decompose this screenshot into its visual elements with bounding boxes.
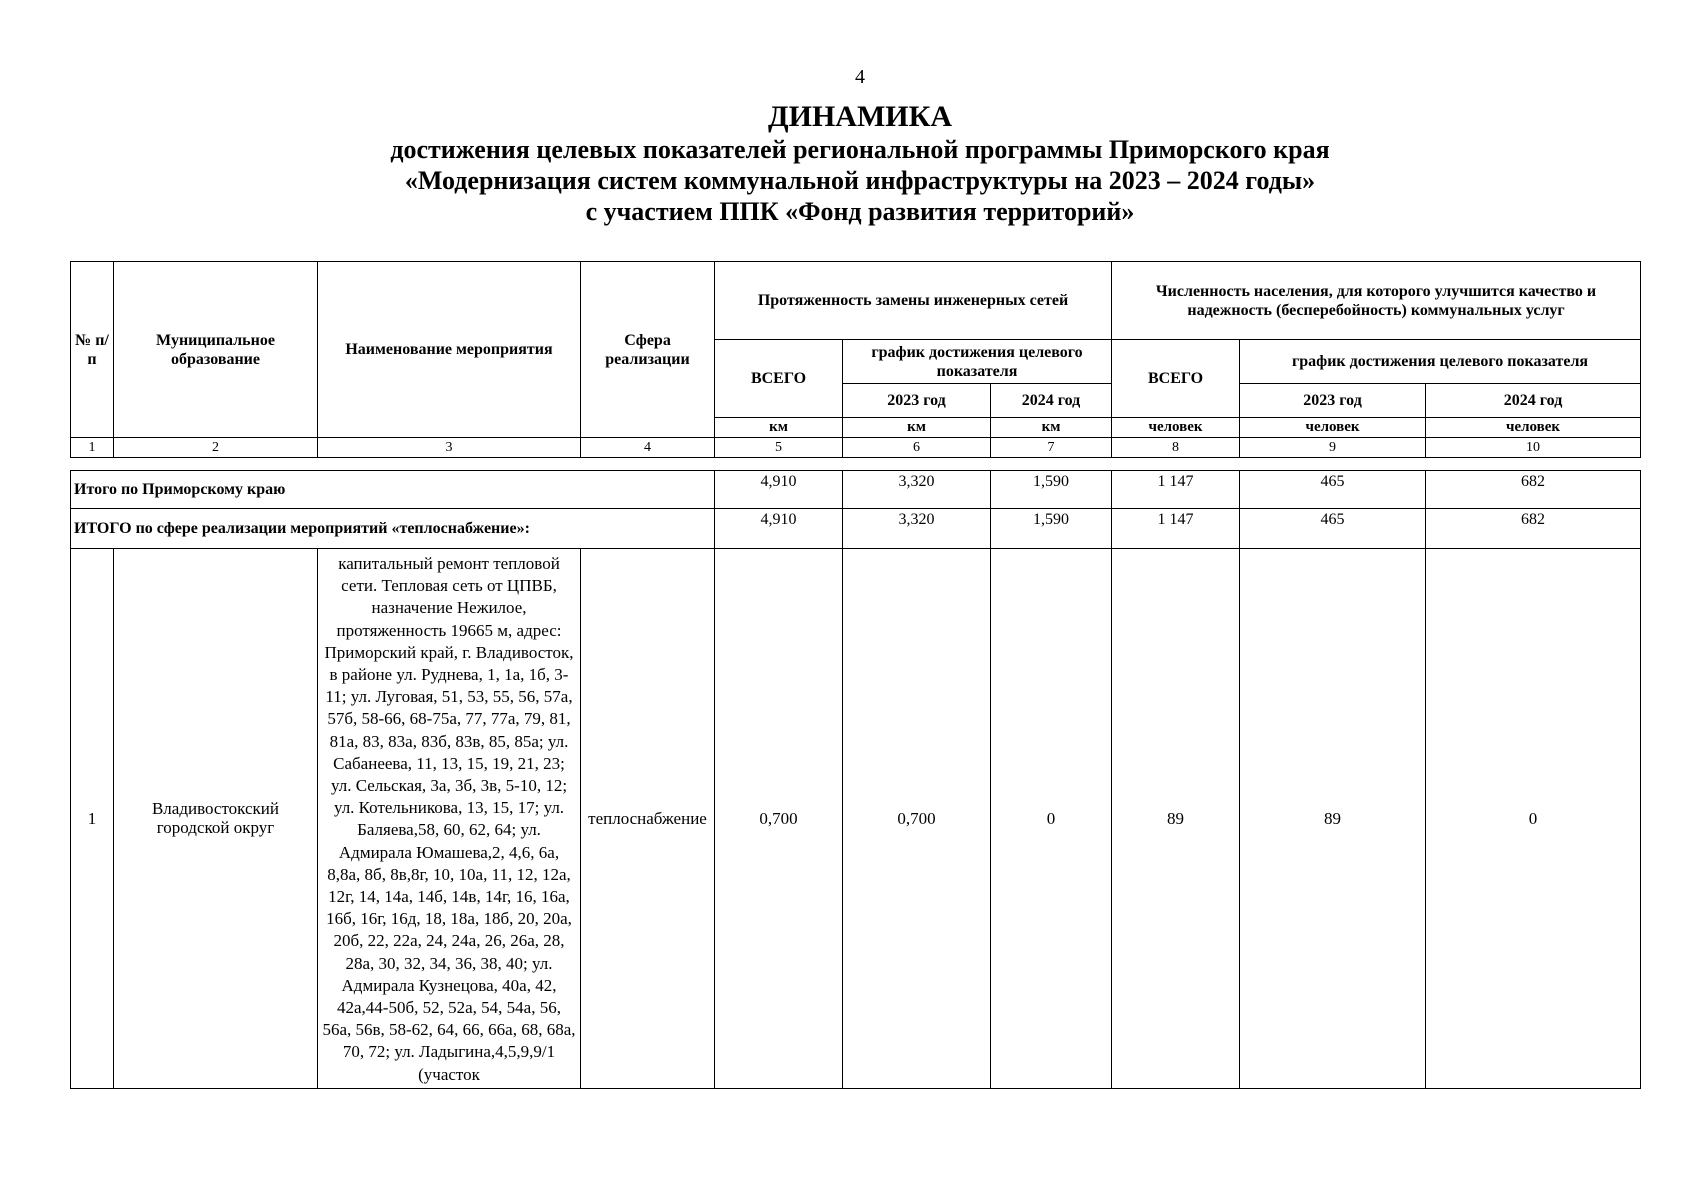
row-num: 1: [71, 549, 114, 1089]
header-population-total: ВСЕГО: [1112, 340, 1240, 418]
total-value: 1 147: [1112, 509, 1240, 549]
row-municipality: Владивостокский городской округ: [114, 549, 318, 1089]
header-length-2024: 2024 год: [991, 384, 1112, 418]
header-num: № п/п: [71, 262, 114, 438]
total-value: 1,590: [991, 471, 1112, 509]
header-population-2024: 2024 год: [1426, 384, 1641, 418]
row-sphere: теплоснабжение: [581, 549, 715, 1089]
spacer: [71, 458, 1641, 471]
header-event: Наименование мероприятия: [318, 262, 581, 438]
unit-km-2024: км: [991, 418, 1112, 438]
header-length-group: Протяженность замены инженерных сетей: [715, 262, 1112, 340]
row-length-2023: 0,700: [843, 549, 991, 1089]
total-value: 3,320: [843, 509, 991, 549]
column-number: 6: [843, 438, 991, 458]
unit-people-total: человек: [1112, 418, 1240, 438]
total-value: 682: [1426, 471, 1641, 509]
header-population-schedule: график достижения целевого показателя: [1240, 340, 1641, 384]
total-value: 1 147: [1112, 471, 1240, 509]
column-number: 10: [1426, 438, 1641, 458]
total-label: Итого по Приморскому краю: [71, 471, 715, 509]
row-population-total: 89: [1112, 549, 1240, 1089]
total-row-region: [71, 471, 1641, 509]
row-length-total: 0,700: [715, 549, 843, 1089]
header-length-total: ВСЕГО: [715, 340, 843, 418]
row-population-2023: 89: [1240, 549, 1426, 1089]
table-row: [71, 549, 1641, 1089]
header-length-2023: 2023 год: [843, 384, 991, 418]
total-value: 4,910: [715, 509, 843, 549]
column-number: 3: [318, 438, 581, 458]
header-municipality: Муниципальное образование: [114, 262, 318, 438]
title-line-4: с участием ППК «Фонд развития территорий»: [585, 197, 1135, 226]
document-title: [0, 100, 1695, 227]
header-length-schedule: график достижения целевого показателя: [843, 340, 1112, 384]
row-population-2024: 0: [1426, 549, 1641, 1089]
total-value: 465: [1240, 509, 1426, 549]
total-value: 682: [1426, 509, 1641, 549]
row-event: капитальный ремонт тепловой сети. Тепловая сеть от ЦПВБ, назначение Нежилое, протяженность 19665 м, адрес: Приморский край, г. Владивосток, в районе ул. Руднева, 1, 1а, 1б, 3-11; ул. Луговая, 51, 53, 55, 56, 57а, 57б, 58-66, 68-75а, 77, 77а, 79, 81, 81а, 83, 83а, 83б, 83в, 85, 85а; ул. Сабанеева, 11, 13, 15, 19, 21, 23; ул. Сельская, 3а, 3б, 3в, 5-10, 12; ул. Котельникова, 13, 15, 17; ул. Баляева,58, 60, 62, 64; ул. Адмирала Юмашева,2, 4,6, 6а, 8,8а, 8б, 8в,8г, 10, 10а, 11, 12, 12а, 12г, 14, 14а, 14б, 14в, 14г, 16, 16а, 16б, 16г, 16д, 18, 18а, 18б, 20, 20а, 20б, 22, 22а, 24, 24а, 26, 26а, 28, 28а, 30, 32, 34, 36, 38, 40; ул. Адмирала Кузнецова, 40а, 42, 42а,44-50б, 52, 52а, 54, 54а, 56, 56а, 56в, 58-62, 64, 66, 66а, 68, 68а, 70, 72; ул. Ладыгина,4,5,9,9/1 (участок: [318, 549, 581, 1089]
column-number: 9: [1240, 438, 1426, 458]
total-row-heating: [71, 509, 1641, 549]
header-sphere: Сфера реализации: [581, 262, 715, 438]
total-value: 3,320: [843, 471, 991, 509]
unit-km-total: км: [715, 418, 843, 438]
column-number: 4: [581, 438, 715, 458]
title-line-1: ДИНАМИКА: [767, 100, 953, 133]
unit-people-2024: человек: [1426, 418, 1641, 438]
column-number: 5: [715, 438, 843, 458]
column-number: 2: [114, 438, 318, 458]
total-value: 465: [1240, 471, 1426, 509]
unit-people-2023: человек: [1240, 418, 1426, 438]
header-population-group: Численность населения, для которого улучшится качество и надежность (бесперебойность) коммунальных услуг: [1112, 262, 1641, 340]
title-line-2: достижения целевых показателей региональной программы Приморского края: [390, 135, 1330, 164]
unit-km-2023: км: [843, 418, 991, 438]
column-number: 8: [1112, 438, 1240, 458]
header-population-2023: 2023 год: [1240, 384, 1426, 418]
column-number: 1: [71, 438, 114, 458]
row-length-2024: 0: [991, 549, 1112, 1089]
page-number: 4: [855, 66, 865, 88]
title-line-3: «Модернизация систем коммунальной инфраструктуры на 2023 – 2024 годы»: [404, 166, 1316, 195]
column-number: 7: [991, 438, 1112, 458]
indicators-table: [70, 261, 1641, 1089]
total-value: 4,910: [715, 471, 843, 509]
total-value: 1,590: [991, 509, 1112, 549]
total-label: ИТОГО по сфере реализации мероприятий «теплоснабжение»:: [71, 509, 715, 549]
